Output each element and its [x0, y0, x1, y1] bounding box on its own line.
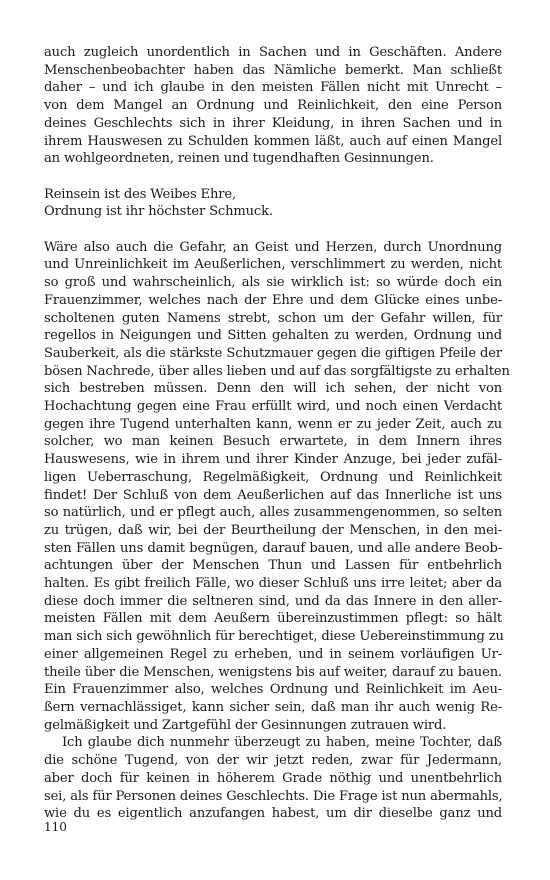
- text-line: zu trügen, daß wir, bei der Beurtheilung der Menschen, in den mei-: [44, 522, 502, 538]
- text-line: man sich sich gewöhnlich für berechtiget, diese Uebereinstimmung zu: [44, 629, 504, 645]
- text-line: sten Fällen uns damit begnügen, darauf bauen, und alle andere Beob-: [44, 540, 502, 556]
- text-line: ligen Ueberraschung, Regelmäßigkeit, Ordnung und Reinlichkeit: [44, 469, 502, 485]
- paragraph-2: [44, 239, 510, 735]
- text-line: Menschenbeobachter haben das Nämliche bemerkt. Man schließt: [44, 62, 502, 78]
- text-line: einer allgemeinen Regel zu erheben, und in seinem vorläufigen Ur-: [44, 646, 502, 662]
- page-number: 110: [44, 820, 67, 834]
- text-line: Ein Frauenzimmer also, welches Ordnung und Reinlichkeit im Aeu-: [44, 682, 502, 698]
- text-line: aber doch für keinen in höherem Grade nöthig und unentbehrlich: [44, 770, 502, 786]
- body-text: [44, 44, 510, 823]
- text-line: scholtenen guten Namens strebt, schon um der Gefahr willen, für: [44, 310, 502, 326]
- text-line: deines Geschlechts sich in ihrer Kleidung, in ihren Sachen und in: [44, 115, 502, 131]
- text-line: und Unreinlichkeit im Aeußerlichen, verschlimmert zu werden, nicht: [44, 257, 502, 273]
- text-line: so natürlich, und er pflegt auch, alles zusammengenommen, so selten: [44, 505, 502, 521]
- text-line: Ich glaube dich nunmehr überzeugt zu haben, meine Tochter, daß: [62, 735, 502, 751]
- text-line: ihrem Hauswesen zu Schulden kommen läßt, auch auf einen Mangel: [44, 133, 502, 149]
- text-line: Sauberkeit, als die stärkste Schutzmauer gegen die giftigen Pfeile der: [44, 345, 502, 361]
- text-line: diese doch immer die seltneren sind, und da das Innere in den aller-: [44, 593, 502, 609]
- text-line: achtungen über der Menschen Thun und Lassen für entbehrlich: [44, 558, 502, 574]
- paragraph-gap: [44, 168, 502, 186]
- paragraph-3: [44, 734, 502, 823]
- text-line: von dem Mangel an Ordnung und Reinlichkeit, den eine Person: [44, 98, 502, 114]
- verse-line: Ordnung ist ihr höchster Schmuck.: [44, 204, 273, 220]
- text-line: regellos in Neigungen und Sitten gehalten zu werden, Ordnung und: [44, 328, 502, 344]
- text-line: halten. Es gibt freilich Fälle, wo dieser Schluß uns irre leitet; aber da: [44, 576, 502, 592]
- verse-quote: [44, 186, 502, 221]
- text-line: gegen ihre Tugend unterhalten kann, wenn er zu jeder Zeit, auch zu: [44, 416, 502, 432]
- text-line: die schöne Tugend, von der wir jetzt reden, zwar für Jedermann,: [44, 753, 502, 769]
- text-line: ßern vernachlässiget, kann sicher sein, daß man ihr auch wenig Re-: [44, 699, 502, 715]
- text-line: sei, als für Personen deines Geschlechts. Die Frage ist nun abermahls,: [44, 788, 503, 804]
- text-line: an wohlgeordneten, reinen und tugendhaften Gesinnungen.: [44, 151, 434, 167]
- verse-line: Reinsein ist des Weibes Ehre,: [44, 186, 236, 202]
- text-line: findet! Der Schluß von dem Aeußerlichen auf das Innerliche ist uns: [44, 487, 502, 503]
- text-line: Hochachtung gegen eine Frau erfüllt wird, und noch einen Verdacht: [44, 399, 502, 415]
- text-line: theile über die Menschen, wenigstens bis auf weiter, darauf zu bauen.: [44, 664, 502, 680]
- text-line: auch zugleich unordentlich in Sachen und in Geschäften. Andere: [44, 45, 502, 60]
- text-line: wie du es eigentlich anzufangen habest, um dir dieselbe ganz und: [44, 806, 502, 822]
- paragraph-1: [44, 44, 502, 168]
- text-line: Wäre also auch die Gefahr, an Geist und Herzen, durch Unordnung: [44, 239, 502, 255]
- paragraph-gap: [44, 221, 502, 239]
- text-line: sich bestreben müssen. Denn den will ich sehen, der nicht von: [44, 381, 502, 397]
- text-line: daher – und ich glaube in den meisten Fällen nicht mit Unrecht –: [44, 80, 502, 96]
- text-line: bösen Nachrede, über alles lieben und auf das sorgfältigste zu erhalten: [44, 363, 510, 379]
- text-line: so groß und wahrscheinlich, als sie wirklich ist: so würde doch ein: [44, 275, 502, 291]
- text-line: Hauswesens, wie in ihrem und ihrer Kinder Anzuge, bei jeder zufäl-: [44, 452, 502, 468]
- text-line: Frauenzimmer, welches nach der Ehre und dem Glücke eines unbe-: [44, 292, 502, 308]
- text-line: gelmäßigkeit und Zartgefühl der Gesinnungen zutrauen wird.: [44, 717, 447, 733]
- text-line: meisten Fällen mit dem Aeußern übereinzustimmen pflegt: so hält: [44, 611, 502, 627]
- text-line: solcher, wo man keinen Besuch erwartete, in dem Innern ihres: [44, 434, 502, 450]
